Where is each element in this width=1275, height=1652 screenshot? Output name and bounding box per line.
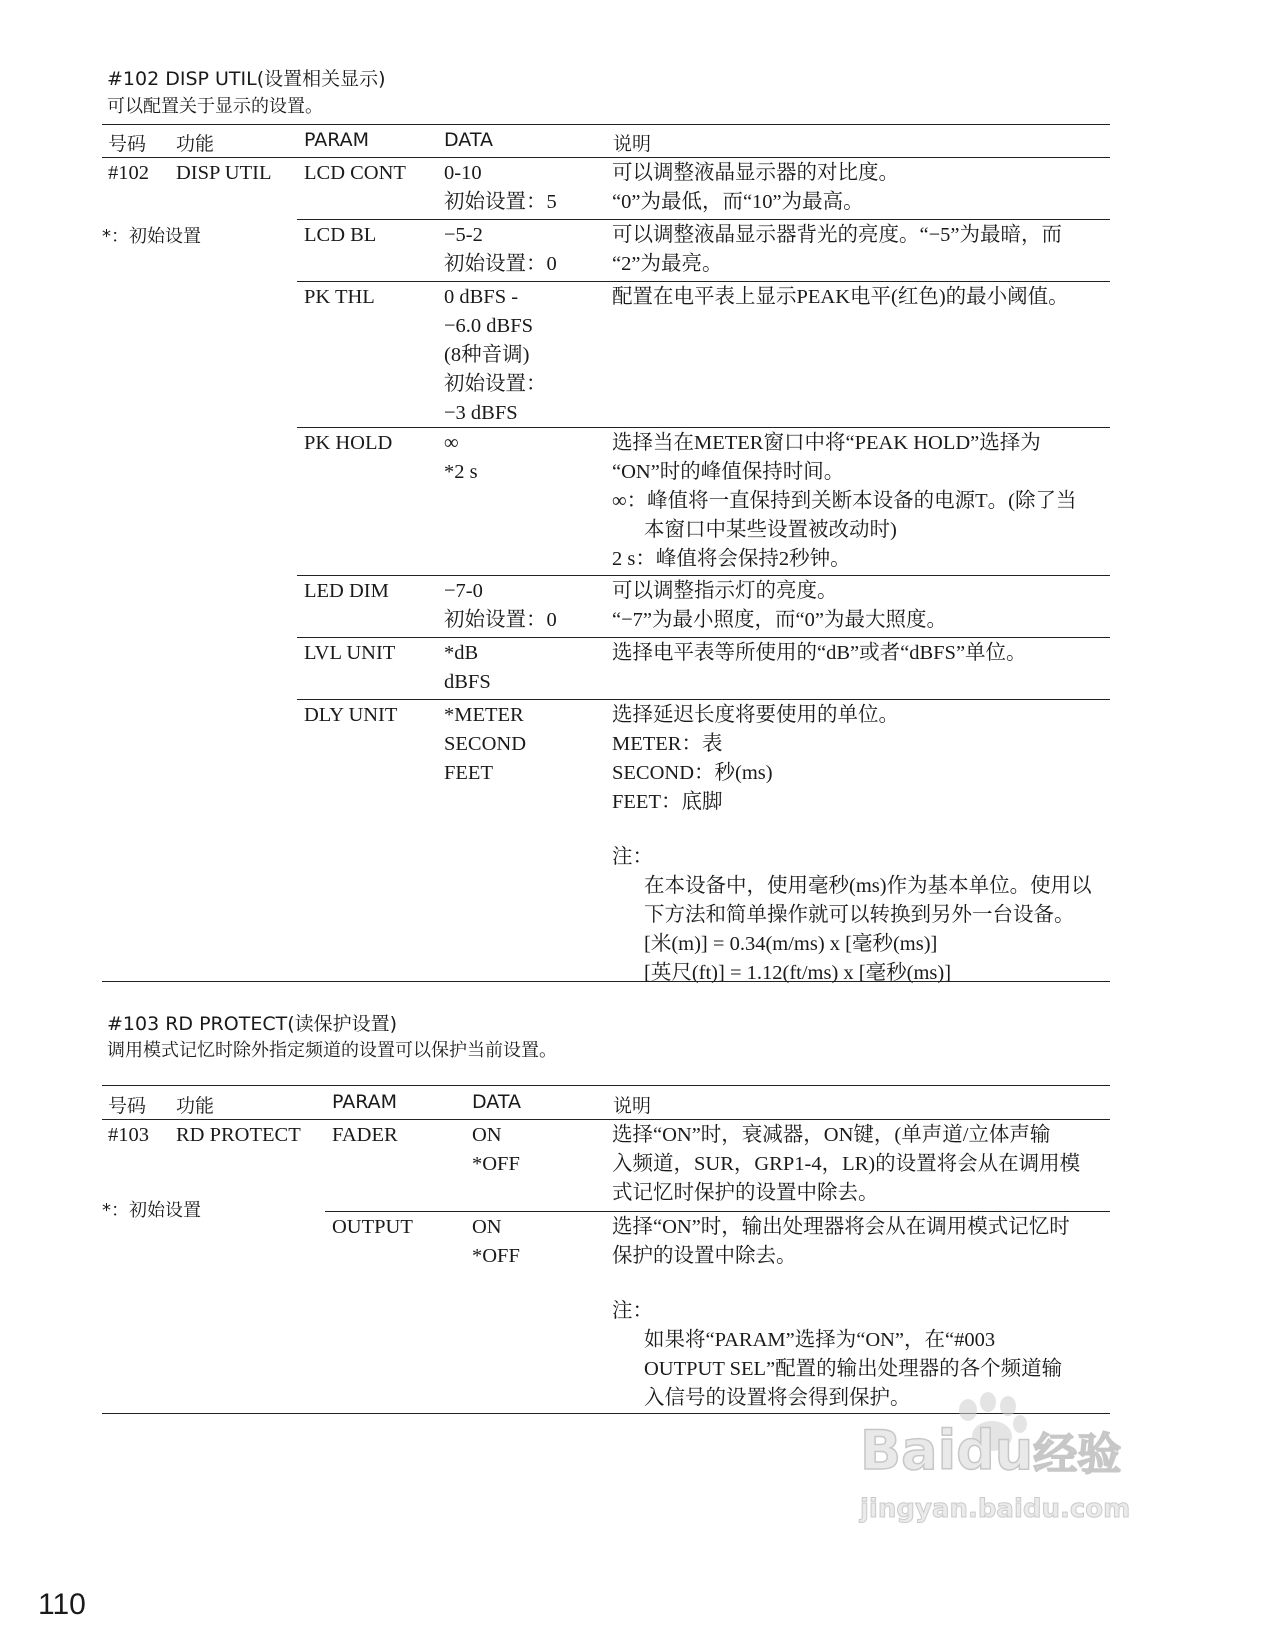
param-cell: PK HOLD [304,432,393,454]
section-103-description: 调用模式记忆时除外指定频道的设置可以保护当前设置。 [107,1040,557,1061]
data-cell: 0-10 初始设置：5 [444,162,557,213]
description-cell: 选择延迟长度将要使用的单位。 METER：表 SECOND：秒(ms) FEET：底脚 注： 在本设备中，使用毫秒(ms)作为基本单位。使用以 下方法和简单操作就可以转换到另外一台设备。 [米(m)] = 0.34(m/ms) x [毫秒(ms)] [英尺(ft)] = 1.12(ft/ms) x [毫秒(ms)] [612,704,1092,984]
param-cell: LED DIM [304,580,389,602]
data-cell: *METER SECOND FEET [444,704,527,784]
watermark-url: jingyan.baidu.com [860,1494,1131,1524]
section-103-title: #103 RD PROTECT(读保护设置) [107,1013,398,1035]
row-number: #103 [108,1124,149,1146]
data-cell: ON *OFF [472,1216,520,1267]
table-102-header-rule [102,157,1110,158]
description-cell: 可以调整液晶显示器背光的亮度。“−5”为最暗，而 “2”为最亮。 [612,224,1063,275]
table-102-bottom-rule [102,981,1110,982]
description-cell: 选择“ON”时，衰减器，ON键，(单声道/立体声输 入频道，SUR，GRP1-4，LR)的设置将会从在调用模 式记忆时保护的设置中除去。 [612,1124,1081,1204]
row-number: #102 [108,162,149,184]
data-cell: −5-2 初始设置：0 [444,224,557,275]
description-cell: 配置在电平表上显示PEAK电平(红色)的最小阈值。 [612,286,1069,308]
description-cell: 选择“ON”时，输出处理器将会从在调用模式记忆时 保护的设置中除去。 注： 如果将“PARAM”选择为“ON”，在“#003 OUTPUT SEL”配置的输出处理器的各个频道输 入信号的设置将会得到保护。 [612,1216,1070,1409]
header-param: PARAM [304,129,370,151]
header-data: DATA [472,1091,521,1113]
row-function: DISP UTIL [176,162,272,184]
header-param: PARAM [332,1091,398,1113]
description-cell: 选择当在METER窗口中将“PEAK HOLD”选择为 “ON”时的峰值保持时间。 ∞：峰值将一直保持到关断本设备的电源T。(除了当 本窗口中某些设置被改动时) 2 s：峰值将会保持2秒钟。 [612,432,1077,570]
section-102-title: #102 DISP UTIL(设置相关显示) [107,68,386,90]
header-num: 号码 [108,1095,147,1117]
row-divider [297,281,1110,282]
data-cell: −7-0 初始设置：0 [444,580,557,631]
watermark-brand: Bai [860,1419,957,1482]
data-cell: 0 dBFS - −6.0 dBFS (8种音调) 初始设置： −3 dBFS [444,286,547,424]
param-cell: LVL UNIT [304,642,396,664]
baidu-jingyan-watermark [860,1390,1150,1540]
row-divider [297,575,1110,576]
row-divider [297,427,1110,428]
table-103-header-rule [102,1119,1110,1120]
description-cell: 可以调整液晶显示器的对比度。 “0”为最低，而“10”为最高。 [612,162,899,213]
header-func: 功能 [176,133,215,155]
default-setting-note: *：初始设置 [102,226,201,247]
page-number: 110 [38,1588,86,1621]
section-102-description: 可以配置关于显示的设置。 [107,96,323,117]
param-cell: LCD BL [304,224,377,246]
row-divider [297,699,1110,700]
header-desc: 说明 [613,1095,652,1117]
param-cell: LCD CONT [304,162,406,184]
table-102-top-rule [102,124,1110,125]
data-cell: *dB dBFS [444,642,491,693]
param-cell: DLY UNIT [304,704,398,726]
row-divider [325,1211,1110,1212]
header-desc: 说明 [613,133,652,155]
watermark-cn: 经验 [1033,1429,1122,1480]
header-func: 功能 [176,1095,215,1117]
param-cell: OUTPUT [332,1216,413,1238]
table-103-top-rule [102,1085,1110,1086]
param-cell: PK THL [304,286,375,308]
header-num: 号码 [108,133,147,155]
data-cell: ∞ *2 s [444,432,478,483]
row-divider [297,219,1110,220]
default-setting-note: *：初始设置 [102,1200,201,1221]
watermark-du: du [956,1419,1034,1482]
header-data: DATA [444,129,493,151]
param-cell: FADER [332,1124,398,1146]
row-function: RD PROTECT [176,1124,301,1146]
description-cell: 可以调整指示灯的亮度。 “−7”为最小照度，而“0”为最大照度。 [612,580,947,631]
data-cell: ON *OFF [472,1124,520,1175]
row-divider [297,637,1110,638]
description-cell: 选择电平表等所使用的“dB”或者“dBFS”单位。 [612,642,1027,664]
